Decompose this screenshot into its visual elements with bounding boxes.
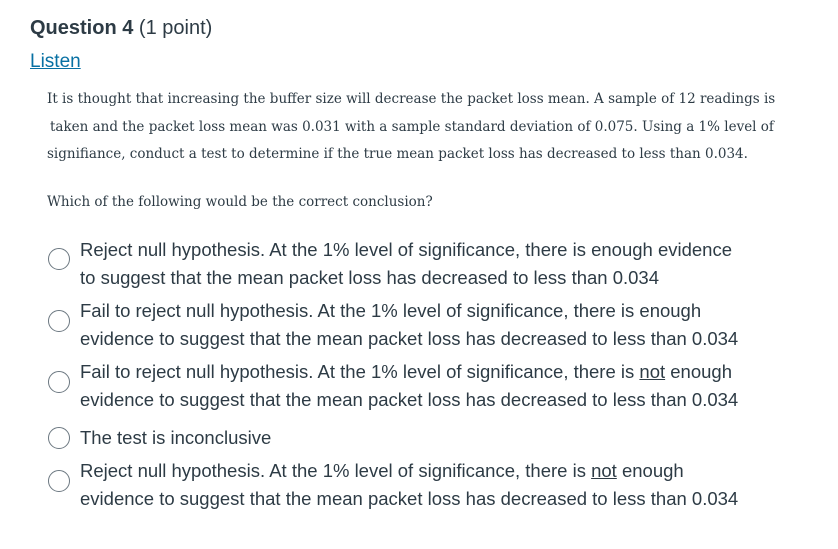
option-label xyxy=(80,236,800,292)
option-text: enough xyxy=(665,361,732,382)
radio-button[interactable] xyxy=(48,310,70,332)
answer-option-4[interactable] xyxy=(48,424,808,452)
stem-line: signifiance, conduct a test to determine if the true mean packet loss has decreased to less than 0.034. xyxy=(47,146,748,162)
option-line: to suggest that the mean packet loss has decreased to less than 0.034 xyxy=(80,267,660,288)
option-line: Reject null hypothesis. At the 1% level of significance, there is enough evidence xyxy=(80,239,733,260)
option-line xyxy=(80,358,800,386)
option-line: evidence to suggest that the mean packet loss has decreased to less than 0.034 xyxy=(80,389,739,410)
option-line xyxy=(80,457,800,485)
radio-button[interactable] xyxy=(48,371,70,393)
option-label xyxy=(80,457,800,513)
listen-link[interactable]: Listen xyxy=(30,51,81,72)
question-title: Question 4 xyxy=(30,17,134,39)
question-prompt: Which of the following would be the correct conclusion? xyxy=(47,194,433,210)
option-emphasis: not xyxy=(639,361,666,382)
radio-button[interactable] xyxy=(48,470,70,492)
option-text: enough xyxy=(616,460,684,481)
question-points: (1 point) xyxy=(138,17,213,39)
answer-option-2[interactable] xyxy=(48,297,808,353)
option-label xyxy=(80,297,800,353)
option-line: Fail to reject null hypothesis. At the 1% level of significance, there is enough xyxy=(80,300,702,321)
option-label xyxy=(80,358,800,414)
option-label xyxy=(80,424,800,452)
answer-option-1[interactable] xyxy=(48,236,808,292)
question-header xyxy=(30,14,212,42)
option-text: Reject null hypothesis. At the 1% level of significance, there is xyxy=(80,460,592,481)
answer-option-5[interactable] xyxy=(48,457,808,513)
option-line: evidence to suggest that the mean packet loss has decreased to less than 0.034 xyxy=(80,488,739,509)
stem-line: taken and the packet loss mean was 0.031 with a sample standard deviation of 0.075. Using a 1% level of xyxy=(50,118,774,135)
radio-button[interactable] xyxy=(48,427,70,449)
radio-button[interactable] xyxy=(48,248,70,270)
option-line: evidence to suggest that the mean packet loss has decreased to less than 0.034 xyxy=(80,328,739,349)
question-stem xyxy=(47,86,776,169)
option-line: The test is inconclusive xyxy=(80,427,272,448)
stem-line: It is thought that increasing the buffer size will decrease the packet loss mean. A sample of 12 readings is xyxy=(47,91,776,107)
option-emphasis: not xyxy=(591,460,617,481)
answer-option-3[interactable] xyxy=(48,358,808,414)
option-text: Fail to reject null hypothesis. At the 1% level of significance, there is xyxy=(80,361,640,382)
